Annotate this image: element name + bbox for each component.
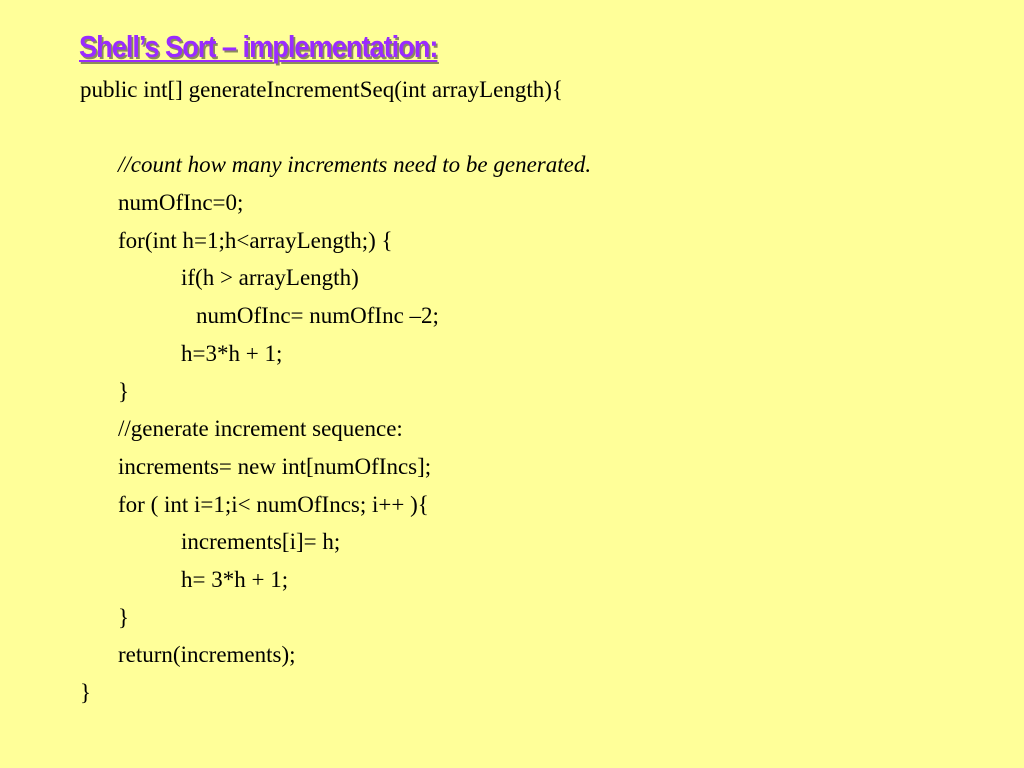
- code-line-2-blank: [0, 109, 1024, 147]
- code-line-11: increments= new int[numOfIncs];: [118, 453, 432, 479]
- code-line-1: public int[] generateIncrementSeq(int arrayLength){: [80, 77, 563, 102]
- code-line-15: }: [118, 604, 130, 630]
- slide-title: Shell’s Sort – implementation:: [79, 29, 438, 64]
- code-line-4: numOfInc=0;: [118, 190, 244, 216]
- code-line-17: }: [80, 680, 92, 705]
- code-comment-generate-sequence: //generate increment sequence:: [118, 416, 403, 442]
- code-block: [0, 71, 1024, 712]
- code-line-8: h=3*h + 1;: [181, 340, 283, 366]
- code-line-7: numOfInc= numOfInc –2;: [196, 303, 439, 329]
- code-line-5: for(int h=1;h<arrayLength;) {: [118, 227, 393, 253]
- code-line-13: increments[i]= h;: [181, 529, 341, 555]
- code-line-12: for ( int i=1;i< numOfIncs; i++ ){: [118, 491, 429, 517]
- code-line-16: return(increments);: [118, 642, 296, 668]
- code-line-14: h= 3*h + 1;: [181, 566, 289, 592]
- code-line-6: if(h > arrayLength): [181, 265, 359, 291]
- code-line-9: }: [118, 378, 130, 404]
- code-comment-count-increments: //count how many increments need to be generated.: [118, 152, 592, 178]
